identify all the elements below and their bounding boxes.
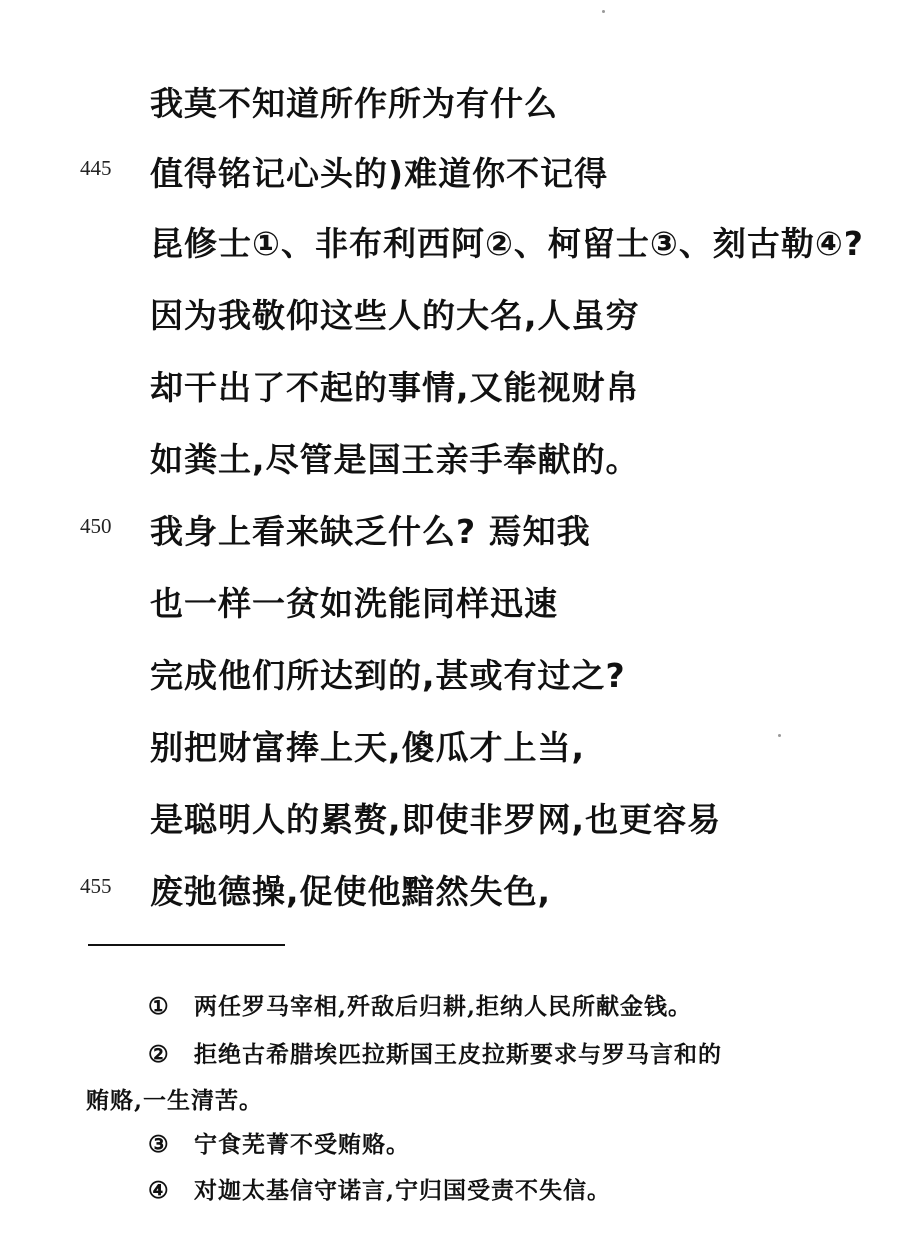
footnote-text: 对迦太基信守诺言,宁归国受责不失信。: [194, 1177, 612, 1204]
verse-text: 也一样一贫如洗能同样迅速: [150, 584, 558, 623]
verse-line: [0, 290, 900, 340]
verse-text: 废弛德操,促使他黯然失色,: [150, 872, 552, 911]
line-number: 450: [80, 514, 112, 538]
verse-line: [0, 506, 900, 556]
scan-speck: [602, 10, 605, 13]
verse-text: 别把财富捧上天,傻瓜才上当,: [150, 728, 586, 767]
verse-text: 却干出了不起的事情,又能视财帛: [150, 368, 640, 407]
footnote-continuation: 贿赂,一生清苦。: [86, 1087, 264, 1114]
verse-line: [0, 148, 900, 198]
verse-text: 我身上看来缺乏什么? 焉知我: [150, 512, 591, 551]
verse-line: [0, 794, 900, 844]
verse-text: 值得铭记心头的)难道你不记得: [150, 154, 609, 193]
verse-text: 我莫不知道所作所为有什么: [150, 84, 558, 123]
verse-line: [0, 866, 900, 916]
footnote-marker: ②: [148, 1041, 170, 1068]
verse-line: [0, 218, 900, 268]
verse-line: [0, 434, 900, 484]
footnote-text: 拒绝古希腊埃匹拉斯国王皮拉斯要求与罗马言和的: [194, 1041, 722, 1068]
footnote-marker: ①: [148, 993, 170, 1020]
footnote: [148, 1172, 611, 1205]
verse-text: 完成他们所达到的,甚或有过之?: [150, 656, 626, 695]
line-number: 445: [80, 156, 112, 180]
footnote-text: 两任罗马宰相,歼敌后归耕,拒纳人民所献金钱。: [194, 993, 693, 1020]
verse-text: 因为我敬仰这些人的大名,人虽穷: [150, 296, 640, 335]
footnote: [148, 1036, 722, 1069]
scan-speck: [778, 734, 781, 737]
line-number: 455: [80, 874, 112, 898]
footnote-marker: ③: [148, 1131, 170, 1158]
footnote: [148, 988, 692, 1021]
footnote-marker: ④: [148, 1177, 170, 1204]
verse-line: [0, 650, 900, 700]
verse-line: [0, 78, 900, 128]
verse-text: 是聪明人的累赘,即使非罗网,也更容易: [150, 800, 722, 839]
verse-line: [0, 722, 900, 772]
footnote-rule: [88, 944, 285, 946]
verse-line: [0, 578, 900, 628]
verse-line: [0, 362, 900, 412]
verse-text: 昆修士①、非布利西阿②、柯留士③、刻古勒④?: [150, 224, 864, 263]
footnote-text: 宁食芜菁不受贿赂。: [194, 1131, 410, 1158]
footnote: [148, 1126, 410, 1159]
verse-text: 如粪土,尽管是国王亲手奉献的。: [150, 440, 640, 479]
